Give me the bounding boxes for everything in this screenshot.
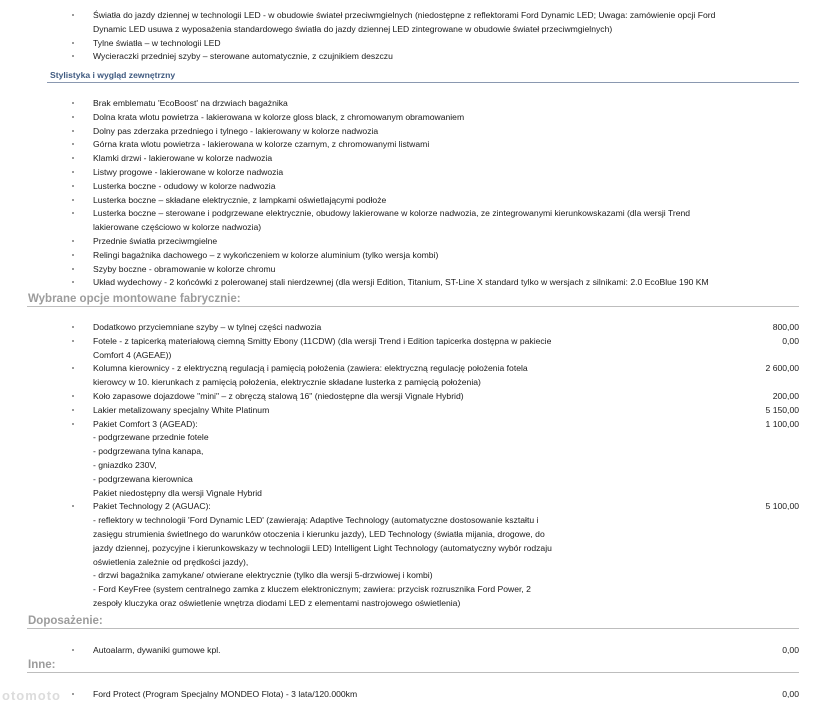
section-heading: Doposażenie:: [28, 615, 103, 627]
item-price: 0,00: [782, 335, 799, 346]
list-item: Lusterka boczne – sterowane i podgrzewane elektrycznie, obudowy lakierowane w kolorze nadwozia, ze zintegrowanymi kierunkowskazami (dla wersji Trend: [93, 208, 691, 219]
list-item: Autoalarm, dywaniki gumowe kpl.: [93, 645, 221, 655]
item-price: 5 100,00: [765, 501, 799, 512]
section-divider: [27, 628, 799, 629]
list-item: Pakiet Comfort 3 (AGEAD):: [93, 418, 198, 429]
list-item: Lakier metalizowany specjalny White Platinum: [93, 404, 270, 415]
section-divider: [47, 82, 799, 83]
list-item: Lusterka boczne - odudowy w kolorze nadwozia: [93, 180, 276, 191]
watermark-logo: otomoto: [2, 688, 61, 703]
list-item: Przednie światła przeciwmgielne: [93, 236, 218, 246]
list-item: Ford Protect (Program Specjalny MONDEO Flota) - 3 lata/120.000km: [93, 689, 358, 699]
list-item: Brak emblematu 'EcoBoost' na drzwiach bagażnika: [93, 98, 288, 108]
list-item: Kolumna kierownicy - z elektryczną regulacją i pamięcią położenia (zawiera: elektryczną regulację położenia fotela: [93, 363, 528, 374]
list-item-continuation: - Ford KeyFree (system centralnego zamka z kluczem elektronicznym; zawiera: przycisk rozrusznika Ford Power, 2: [93, 584, 531, 595]
item-price: 0,00: [782, 645, 799, 655]
list-item-continuation: kierowcy w 10. kierunkach z pamięcią położenia, elektrycznie składane lusterka z pamięcią położenia): [93, 377, 481, 388]
list-item: Dolna krata wlotu powietrza - lakierowana w kolorze gloss black, z chromowanym obramowaniem: [93, 111, 465, 122]
item-price: 1 100,00: [765, 418, 799, 429]
section-heading: Inne:: [28, 659, 56, 671]
list-item-continuation: lakierowane częściowo w kolorze nadwozia): [93, 222, 262, 233]
list-item: Dolny pas zderzaka przedniego i tylnego - lakierowany w kolorze nadwozia: [93, 125, 379, 136]
list-item-continuation: - drzwi bagażnika zamykane/ otwierane elektrycznie (tylko dla wersji 5-drzwiowej i kombi): [93, 570, 433, 581]
section-divider: [27, 672, 799, 673]
section-divider: [27, 306, 799, 307]
item-price: 5 150,00: [765, 404, 799, 415]
list-item: Fotele - z tapicerką materiałową ciemną Smitty Ebony (11CDW) (dla wersji Trend i Edition tapicerka dostępna w pakiecie: [93, 335, 552, 346]
list-item-continuation: - gniazdko 230V,: [93, 460, 157, 470]
list-item: Dodatkowo przyciemniane szyby – w tylnej części nadwozia: [93, 322, 322, 332]
item-price: 200,00: [772, 391, 799, 401]
list-item: Relingi bagażnika dachowego – z wykończeniem w kolorze aluminium (tylko wersja kombi): [93, 249, 439, 260]
list-item: Tylne światła – w technologii LED: [93, 37, 221, 48]
section-heading: Stylistyka i wygląd zewnętrzny: [50, 70, 176, 80]
list-item: Pakiet Technology 2 (AGUAC):: [93, 501, 211, 512]
list-item-continuation: jazdy dziennej, pozycyjne i kierunkowskazy w technologii LED) Intelligent Light Technology (automatyczny wybór rodzaju: [93, 542, 552, 553]
list-item: Klamki drzwi - lakierowane w kolorze nadwozia: [93, 153, 273, 164]
list-item: Górna krata wlotu powietrza - lakierowana w kolorze czarnym, z chromowanymi listwami: [93, 139, 430, 150]
list-item-continuation: - podgrzewane przednie fotele: [93, 432, 209, 443]
list-item: Szyby boczne - obramowanie w kolorze chromu: [93, 263, 276, 274]
list-item-continuation: zasięgu strumienia świetlnego do warunków otoczenia i kierunku jazdy), LED Technology (światła mijania, drogowe, do: [93, 529, 545, 539]
list-item: Lusterka boczne – składane elektrycznie, z lampkami oświetlającymi podłoże: [93, 194, 387, 205]
list-item: Koło zapasowe dojazdowe "mini" – z obręczą stalową 16" (niedostępne dla wersji Vignale Hybrid): [93, 391, 464, 401]
list-item-continuation: Dynamic LED usuwa z wyposażenia standardowego światła do jazdy dziennej LED zintegrowane w obudowie świateł przeciwmgielnych): [93, 23, 613, 34]
list-item-continuation: zespoły kluczyka oraz oświetlenie wnętrza diodami LED z elementami nastrojowego oświetlenia): [93, 598, 461, 608]
item-price: 800,00: [772, 322, 799, 332]
list-item: Wycieraczki przedniej szyby – sterowane automatycznie, z czujnikiem deszczu: [93, 51, 393, 62]
list-item-continuation: - reflektory w technologii 'Ford Dynamic LED' (zawierają: Adaptive Technology (automatyczne dostosowanie kształtu i: [93, 515, 539, 526]
item-price: 0,00: [782, 689, 799, 699]
list-item-continuation: - podgrzewana kierownica: [93, 473, 193, 484]
list-item-continuation: Pakiet niedostępny dla wersji Vignale Hybrid: [93, 487, 262, 498]
list-item-continuation: - podgrzewana tylna kanapa,: [93, 446, 204, 457]
item-price: 2 600,00: [765, 363, 799, 374]
list-item: Układ wydechowy - 2 końcówki z polerowanej stali nierdzewnej (dla wersji Edition, Titanium, ST-Line X standard tylko w wersjach z silnikami: 2.0 EcoBlue 190 KM: [93, 277, 709, 288]
list-item: Światła do jazdy dziennej w technologii LED - w obudowie świateł przeciwmgielnych (niedostępne z reflektorami Ford Dynamic LED; Uwaga: zamówienie opcji Ford: [93, 10, 716, 20]
section-heading: Wybrane opcje montowane fabrycznie:: [28, 293, 241, 305]
list-item-continuation: oświetlenia zależnie od prędkości jazdy),: [93, 556, 249, 567]
list-item: Listwy progowe - lakierowane w kolorze nadwozia: [93, 167, 284, 177]
list-item-continuation: Comfort 4 (AGEAE)): [93, 349, 172, 360]
